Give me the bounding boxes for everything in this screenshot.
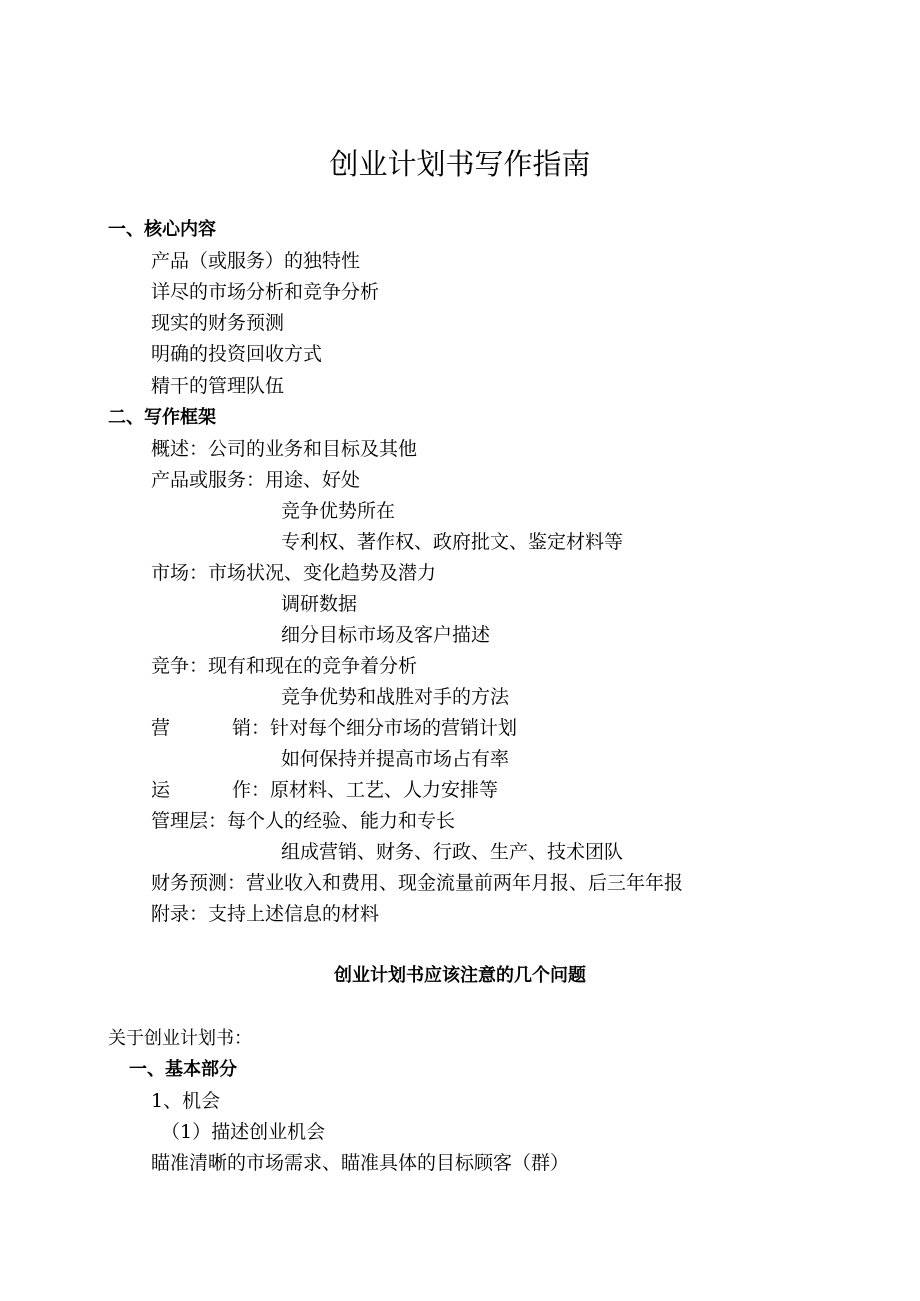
framework-market-text: 市场状况、变化趋势及潜力 (208, 562, 437, 584)
framework-marketing-text: 针对每个细分市场的营销计划 (270, 717, 518, 739)
framework-operation-text: 原材料、工艺、人力安排等 (270, 779, 499, 801)
core-item: 产品（或服务）的独特性 (151, 250, 361, 272)
framework-product (151, 468, 360, 492)
framework-operation (151, 778, 498, 802)
section-heading-framework: 二、写作框架 (108, 407, 216, 428)
subtitle: 创业计划书应该注意的几个问题 (334, 965, 586, 986)
about-heading: 关于创业计划书： (108, 1028, 252, 1049)
framework-finance: 财务预测：营业收入和费用、现金流量前两年月报、后三年年报 (151, 872, 684, 894)
framework-market-detail: 细分目标市场及客户描述 (281, 624, 491, 646)
core-item: 详尽的市场分析和竞争分析 (151, 281, 380, 303)
framework-overview: 概述：公司的业务和目标及其他 (151, 438, 418, 460)
framework-operation-label-a: 运 (151, 779, 171, 801)
framework-competition-text: 现有和现在的竞争着分析 (208, 655, 418, 677)
framework-marketing-detail: 如何保持并提高市场占有率 (281, 748, 510, 770)
framework-management-label: 管理层： (151, 810, 228, 832)
framework-competition-label: 竞争： (151, 655, 209, 677)
framework-product-label: 产品或服务： (151, 469, 266, 491)
core-item: 明确的投资回收方式 (151, 343, 323, 365)
section-heading-core: 一、核心内容 (108, 219, 216, 240)
core-item: 现实的财务预测 (151, 312, 285, 334)
framework-marketing (151, 716, 517, 740)
framework-appendix: 附录：支持上述信息的材料 (151, 903, 380, 925)
framework-market-label: 市场： (151, 562, 209, 584)
framework-management-text: 每个人的经验、能力和专长 (227, 810, 456, 832)
framework-management-detail: 组成营销、财务、行政、生产、技术团队 (281, 841, 624, 863)
framework-market-detail: 调研数据 (281, 593, 358, 615)
basic-part-heading: 一、基本部分 (129, 1059, 237, 1080)
framework-marketing-label-b: 销： (232, 717, 271, 739)
framework-marketing-label-a: 营 (151, 717, 171, 739)
framework-product-detail: 专利权、著作权、政府批文、鉴定材料等 (281, 531, 624, 553)
framework-management (151, 809, 455, 833)
point-describe-opportunity: （1）描述创业机会 (161, 1121, 326, 1143)
page-title: 创业计划书写作指南 (329, 147, 591, 181)
framework-competition (151, 654, 417, 678)
framework-product-detail: 竞争优势所在 (281, 500, 396, 522)
framework-operation-label-b: 作： (232, 779, 271, 801)
framework-market (151, 561, 436, 585)
core-item: 精干的管理队伍 (151, 375, 285, 397)
framework-competition-detail: 竞争优势和战胜对手的方法 (281, 686, 510, 708)
framework-product-text: 用途、好处 (265, 469, 361, 491)
body-text: 瞄准清晰的市场需求、瞄准具体的目标顾客（群） (151, 1152, 570, 1174)
point-opportunity: 1、机会 (151, 1090, 221, 1112)
